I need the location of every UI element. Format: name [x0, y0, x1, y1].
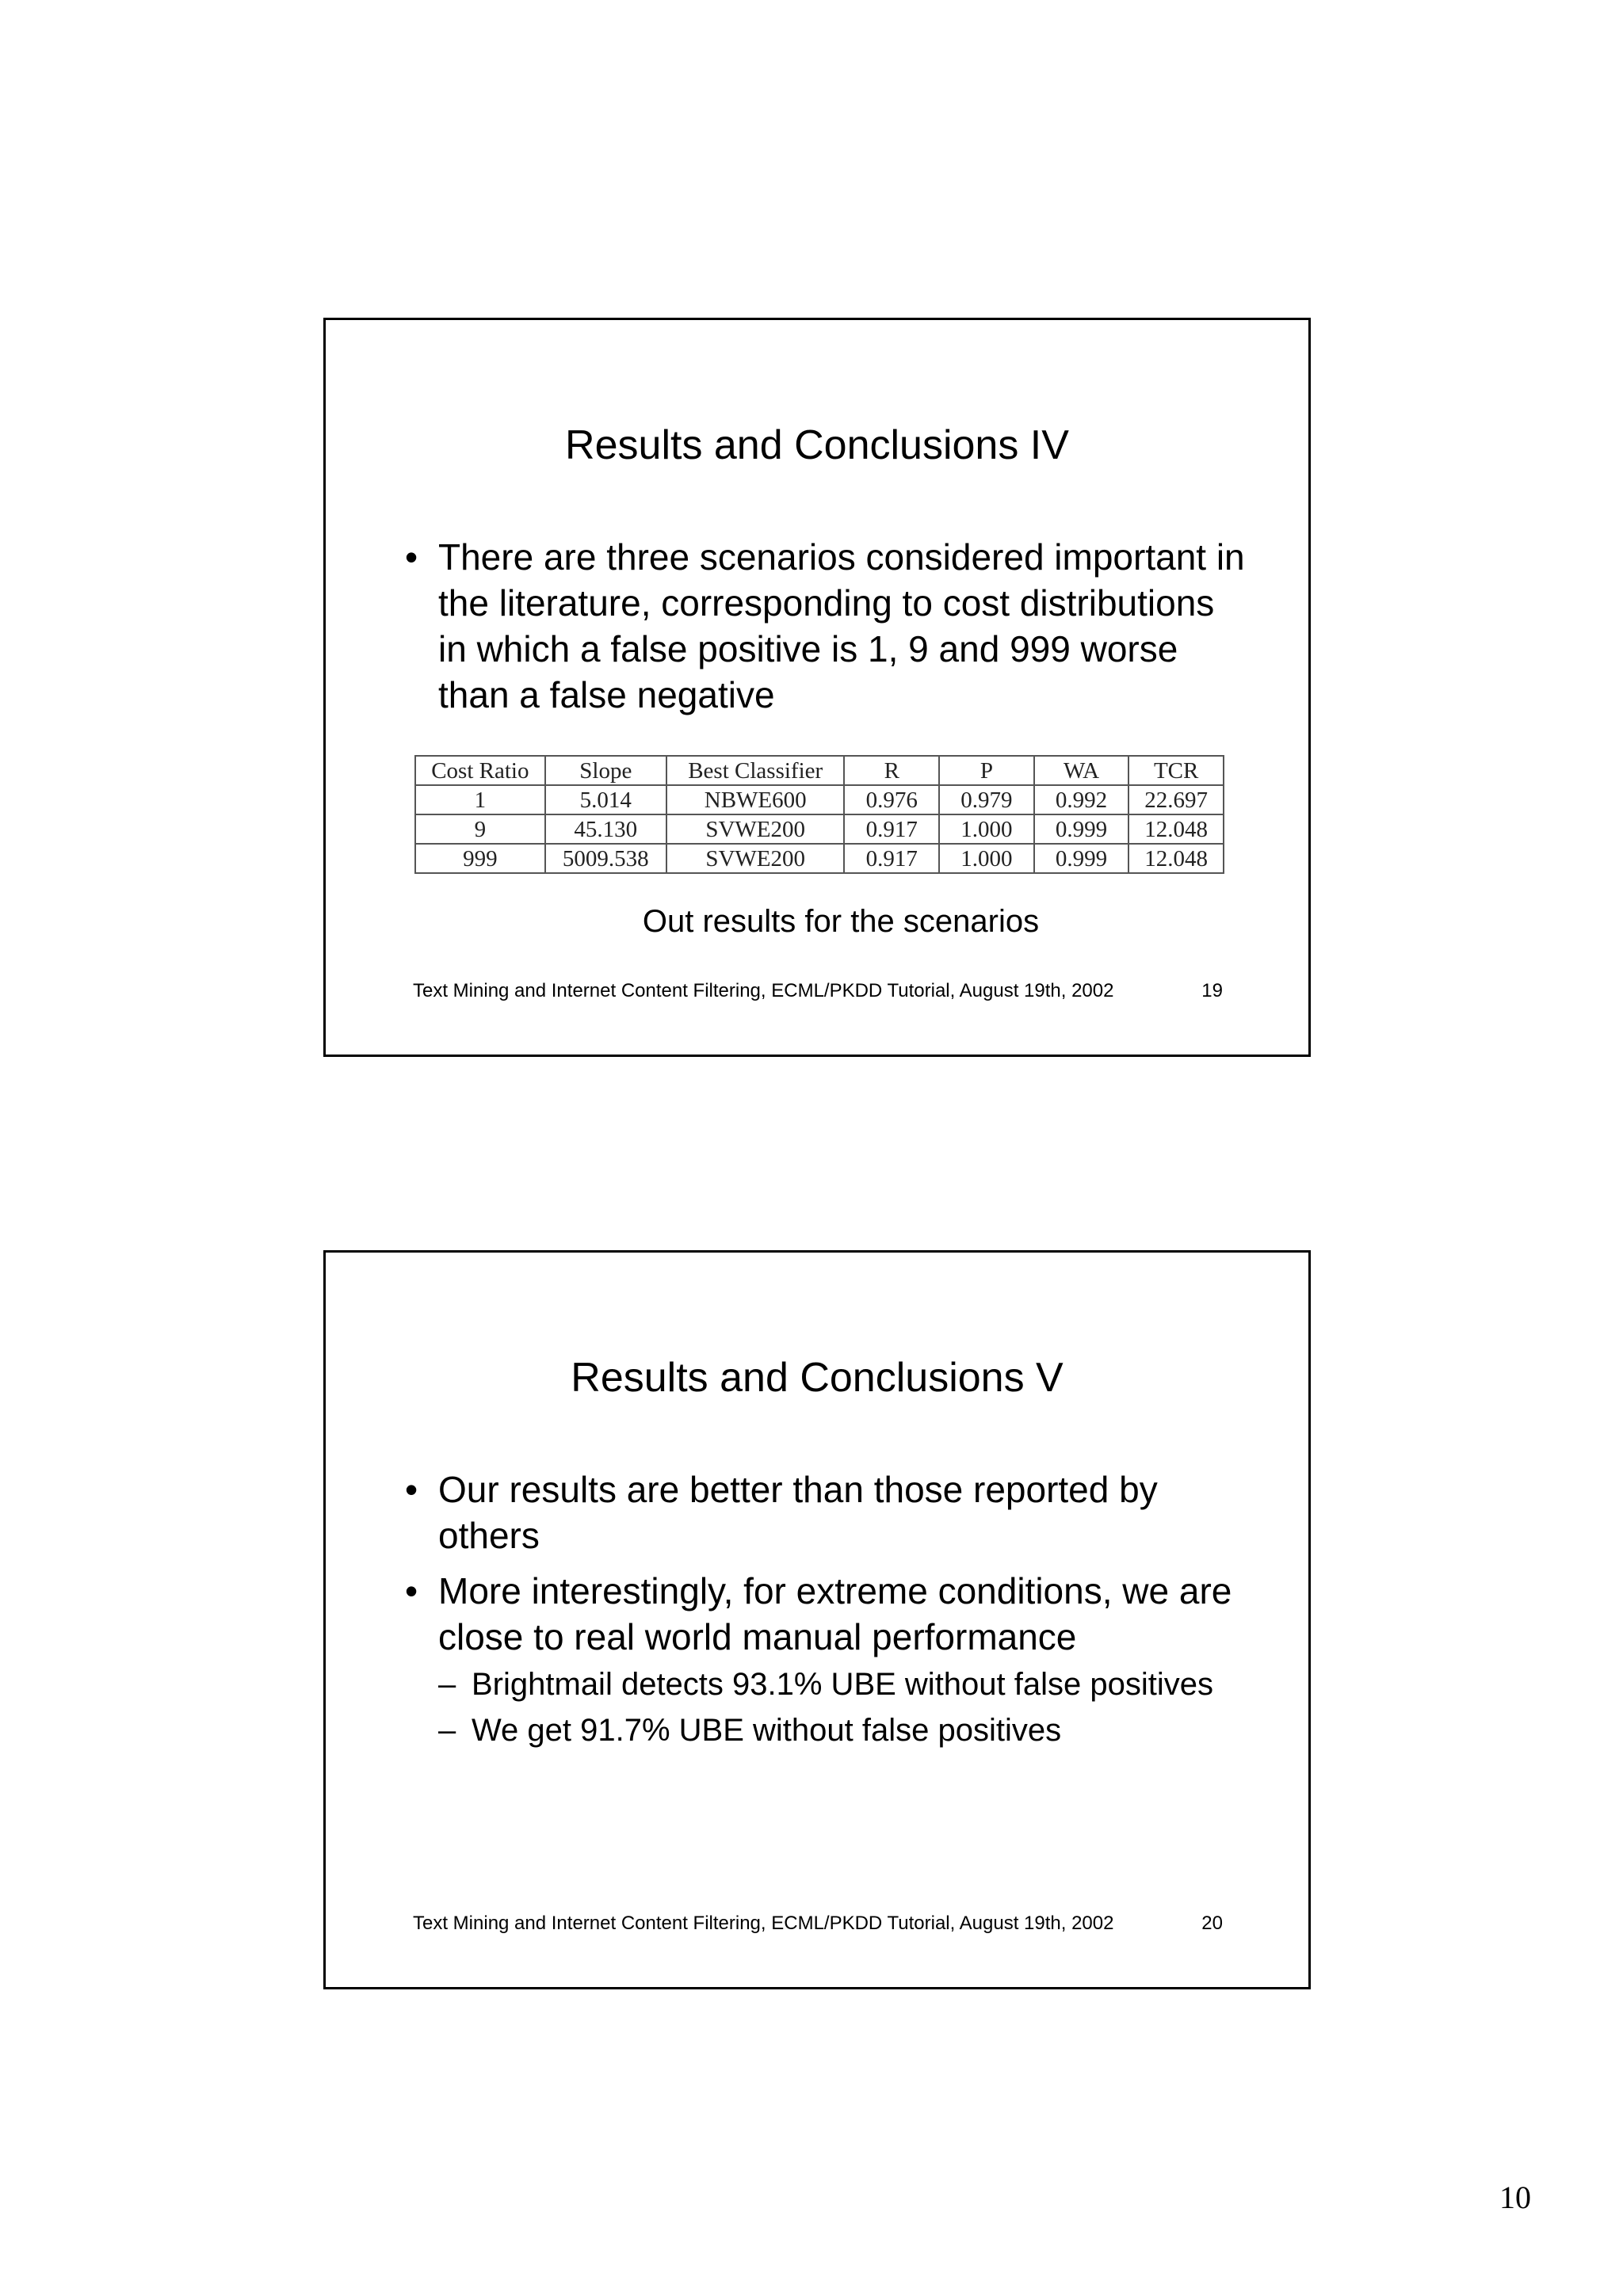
slide-footer: Text Mining and Internet Content Filtering, ECML/PKDD Tutorial, August 19th, 2002 — [413, 1913, 1114, 1934]
table-row — [415, 844, 1224, 873]
bullet-item — [405, 534, 1245, 718]
bullet-text: More interestingly, for extreme conditions, we are close to real world manual performance — [438, 1570, 1232, 1657]
table-cell: NBWE600 — [666, 785, 845, 814]
table-cell: 1 — [415, 785, 545, 814]
table-header-cell: Cost Ratio — [415, 756, 545, 785]
table-header-cell: Slope — [545, 756, 666, 785]
sub-bullet-mark: – — [438, 1713, 456, 1748]
slide-number: 19 — [1201, 980, 1223, 1001]
sub-bullet-text: We get 91.7% UBE without false positives — [472, 1713, 1062, 1748]
table-cell: 0.992 — [1034, 785, 1129, 814]
bullet-mark: • — [405, 1570, 418, 1611]
bullet-mark: • — [405, 536, 418, 578]
bullet-text: There are three scenarios considered important in the literature, corresponding to cost distributions in which a false positive is 1, 9 and 999 worse than a false negative — [438, 536, 1245, 715]
table-cell: 45.130 — [545, 814, 666, 844]
slide-title: Results and Conclusions IV — [565, 422, 1069, 468]
slide-footer: Text Mining and Internet Content Filtering, ECML/PKDD Tutorial, August 19th, 2002 — [413, 980, 1114, 1001]
slide-title: Results and Conclusions V — [571, 1355, 1064, 1401]
page-number: 10 — [1499, 2180, 1531, 2215]
table-cell: 0.979 — [939, 785, 1034, 814]
bullet-text: Our results are better than those reported by others — [438, 1469, 1158, 1556]
bullet-item — [405, 1568, 1245, 1750]
table-cell: 0.917 — [844, 814, 939, 844]
bullet-list — [405, 1466, 1245, 1760]
table-cell: SVWE200 — [666, 814, 845, 844]
table-cell: 0.976 — [844, 785, 939, 814]
table-header-cell: Best Classifier — [666, 756, 845, 785]
slide-number: 20 — [1201, 1913, 1223, 1934]
bullet-list — [405, 534, 1245, 727]
table-caption: Out results for the scenarios — [642, 904, 1040, 939]
table-header-cell: R — [844, 756, 939, 785]
table-cell: 1.000 — [939, 844, 1034, 873]
sub-bullet-mark: – — [438, 1667, 456, 1702]
table-cell: 0.999 — [1034, 844, 1129, 873]
slide-20 — [323, 1250, 1311, 1989]
table-cell: 9 — [415, 814, 545, 844]
table-cell: 5009.538 — [545, 844, 666, 873]
table-cell: 1.000 — [939, 814, 1034, 844]
table-header-row — [415, 756, 1224, 785]
table-row — [415, 785, 1224, 814]
table-cell: 999 — [415, 844, 545, 873]
sub-bullet-item — [438, 1665, 1245, 1704]
table-cell: 12.048 — [1128, 814, 1224, 844]
table-cell: SVWE200 — [666, 844, 845, 873]
bullet-item — [405, 1466, 1245, 1558]
table-cell: 5.014 — [545, 785, 666, 814]
table-cell: 12.048 — [1128, 844, 1224, 873]
slide-19 — [323, 318, 1311, 1057]
table-cell: 22.697 — [1128, 785, 1224, 814]
sub-bullet-text: Brightmail detects 93.1% UBE without false positives — [472, 1667, 1213, 1702]
table-header-cell: P — [939, 756, 1034, 785]
sub-bullet-list — [438, 1665, 1245, 1750]
sub-bullet-item — [438, 1711, 1245, 1750]
results-table — [414, 755, 1224, 874]
table-row — [415, 814, 1224, 844]
bullet-mark: • — [405, 1469, 418, 1510]
table-header-cell: TCR — [1128, 756, 1224, 785]
table-cell: 0.917 — [844, 844, 939, 873]
table-header-cell: WA — [1034, 756, 1129, 785]
table-cell: 0.999 — [1034, 814, 1129, 844]
